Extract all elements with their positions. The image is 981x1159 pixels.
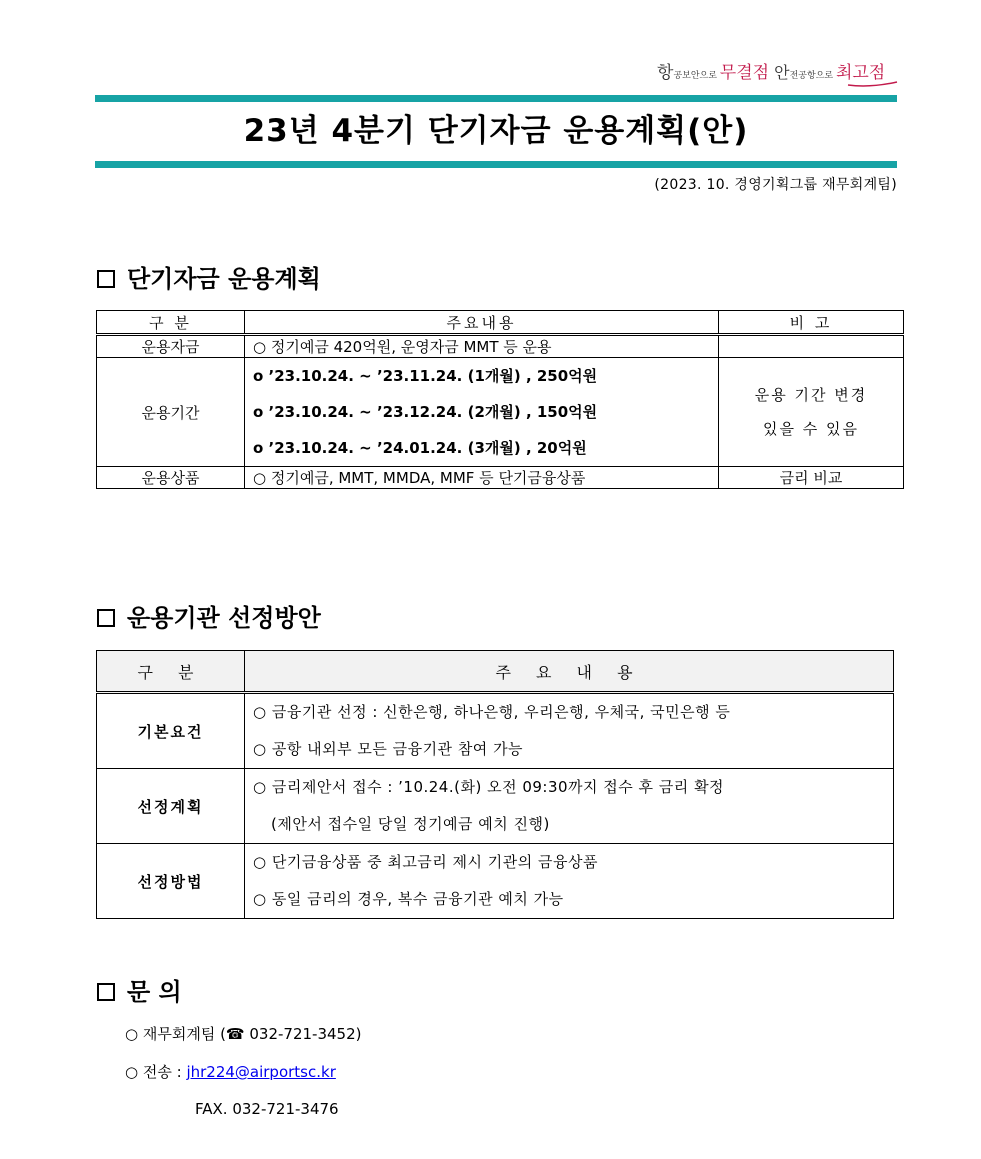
title-top-bar (95, 95, 897, 102)
svg-text:항공보안으로 무결점 안전공항으로 최고점: 항공보안으로 무결점 안전공항으로 최고점 (657, 63, 886, 83)
header-content: 주 요 내 용 (245, 651, 894, 693)
table-row (97, 844, 894, 919)
slogan-logo (655, 55, 900, 89)
row-note (719, 358, 904, 467)
header-content: 주요내용 (245, 311, 719, 335)
table-header-row (97, 311, 904, 335)
period-line-1: o ’23.10.24. ~ ’23.11.24. (1개월) , 250억원 (253, 367, 598, 385)
content-line: (제안서 접수일 당일 정기예금 예치 진행) (271, 815, 550, 833)
period-line-3: o ’23.10.24. ~ ’24.01.24. (3개월) , 20억원 (253, 439, 587, 457)
title-bottom-bar (95, 161, 897, 168)
note-line-2: 있을 수 있음 (763, 420, 859, 438)
document-subtitle: (2023. 10. 경영기획그룹 재무회계팀) (654, 177, 897, 193)
row-label: 선정계획 (97, 769, 245, 844)
row-content (245, 844, 894, 919)
row-label: 운용상품 (97, 467, 245, 489)
row-label: 기본요건 (97, 693, 245, 769)
note-line-1: 운용 기간 변경 (754, 386, 868, 404)
header-note: 비 고 (719, 311, 904, 335)
header-category: 구 분 (97, 651, 245, 693)
row-content (245, 358, 719, 467)
checkbox-square-icon (97, 270, 115, 288)
period-line-2: o ’23.10.24. ~ ’23.12.24. (2개월) , 150억원 (253, 403, 598, 421)
section-heading-contact: 문 의 (97, 976, 182, 1008)
checkbox-square-icon (97, 609, 115, 627)
fund-plan-table (96, 310, 904, 489)
row-label: 운용자금 (97, 335, 245, 358)
selection-table (96, 650, 894, 919)
row-label: 선정방법 (97, 844, 245, 919)
email-link[interactable]: jhr224@airportsc.kr (186, 1063, 336, 1081)
table-row (97, 693, 894, 769)
checkbox-square-icon (97, 983, 115, 1001)
section-heading-fund-plan: 단기자금 운용계획 (97, 263, 321, 295)
section-heading-selection: 운용기관 선정방안 (97, 602, 321, 634)
content-line: ○ 금융기관 선정 : 신한은행, 하나은행, 우리은행, 우체국, 국민은행 등 (253, 703, 731, 721)
table-row-fund (97, 335, 904, 358)
row-content (245, 693, 894, 769)
row-content: ○ 정기예금 420억원, 운영자금 MMT 등 운용 (245, 335, 719, 358)
content-line: ○ 공항 내외부 모든 금융기관 참여 가능 (253, 740, 524, 758)
table-row (97, 769, 894, 844)
contact-email-prefix: ○ 전송 : (125, 1063, 187, 1081)
row-note (719, 335, 904, 358)
row-content: ○ 정기예금, MMT, MMDA, MMF 등 단기금융상품 (245, 467, 719, 489)
document-title: 23년 4분기 단기자금 운용계획(안) (243, 113, 749, 149)
row-content (245, 769, 894, 844)
table-row-product (97, 467, 904, 489)
table-header-row (97, 651, 894, 693)
table-row-period (97, 358, 904, 467)
header-category: 구 분 (97, 311, 245, 335)
row-note: 금리 비교 (719, 467, 904, 489)
content-line: ○ 동일 금리의 경우, 복수 금융기관 예치 가능 (253, 890, 564, 908)
row-label: 운용기간 (97, 358, 245, 467)
content-line: ○ 단기금융상품 중 최고금리 제시 기관의 금융상품 (253, 853, 598, 871)
contact-phone: ○ 재무회계팀 (☎ 032-721-3452) (125, 1025, 362, 1043)
content-line: ○ 금리제안서 접수 : ’10.24.(화) 오전 09:30까지 접수 후 금리 확정 (253, 778, 725, 796)
contact-email-line (125, 1062, 336, 1082)
contact-fax: FAX. 032-721-3476 (195, 1100, 339, 1118)
